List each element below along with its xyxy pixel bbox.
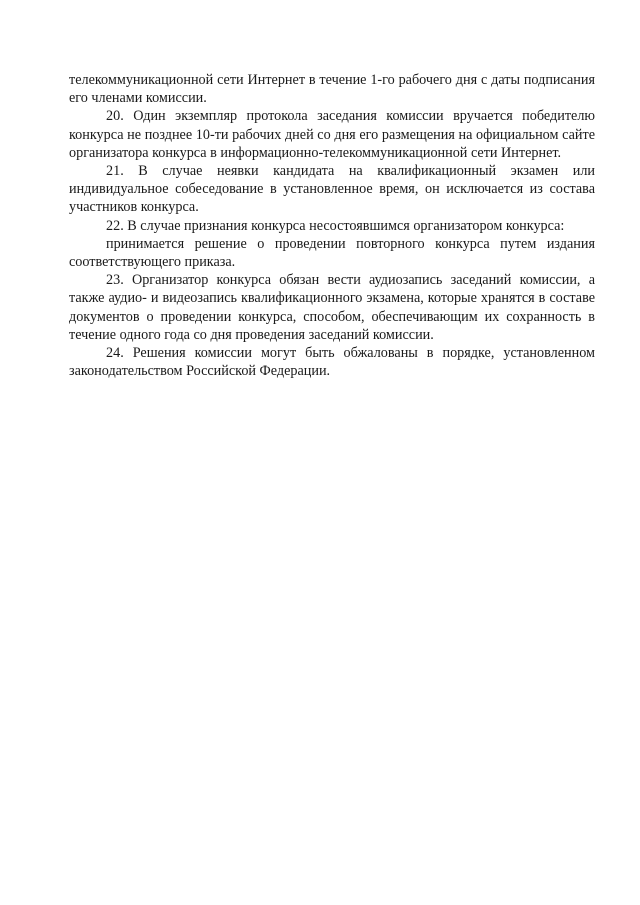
paragraph-20: 20. Один экземпляр протокола заседания комиссии вручается победителю конкурса не позднее 10-ти рабочих дней со дня его размещения на официальном сайте организатора конкурса в информационно-телекоммуникационной сети Интернет. <box>69 108 595 161</box>
paragraph-21: 21. В случае неявки кандидата на квалификационный экзамен или индивидуальное собеседование в установленное время, он исключается из состава участников конкурса. <box>69 163 595 216</box>
paragraph-continuation: телекоммуникационной сети Интернет в течение 1-го рабочего дня с даты подписания его членами комиссии. <box>69 72 595 107</box>
paragraph-24: 24. Решения комиссии могут быть обжалованы в порядке, установленном законодательством Российской Федерации. <box>69 345 595 380</box>
paragraph-22: 22. В случае признания конкурса несостоявшимся организатором конкурса: <box>106 217 565 234</box>
paragraph-23: 23. Организатор конкурса обязан вести аудиозапись заседаний комиссии, а также аудио- и видеозапись квалификационного экзамена, которые хранятся в составе документов о проведении конкурса, способом, обеспечивающим их сохранность в течение одного года со дня проведения заседаний комиссии. <box>69 272 595 343</box>
document-body <box>69 71 595 380</box>
paragraph-22-item: принимается решение о проведении повторного конкурса путем издания соответствующего приказа. <box>69 235 595 271</box>
